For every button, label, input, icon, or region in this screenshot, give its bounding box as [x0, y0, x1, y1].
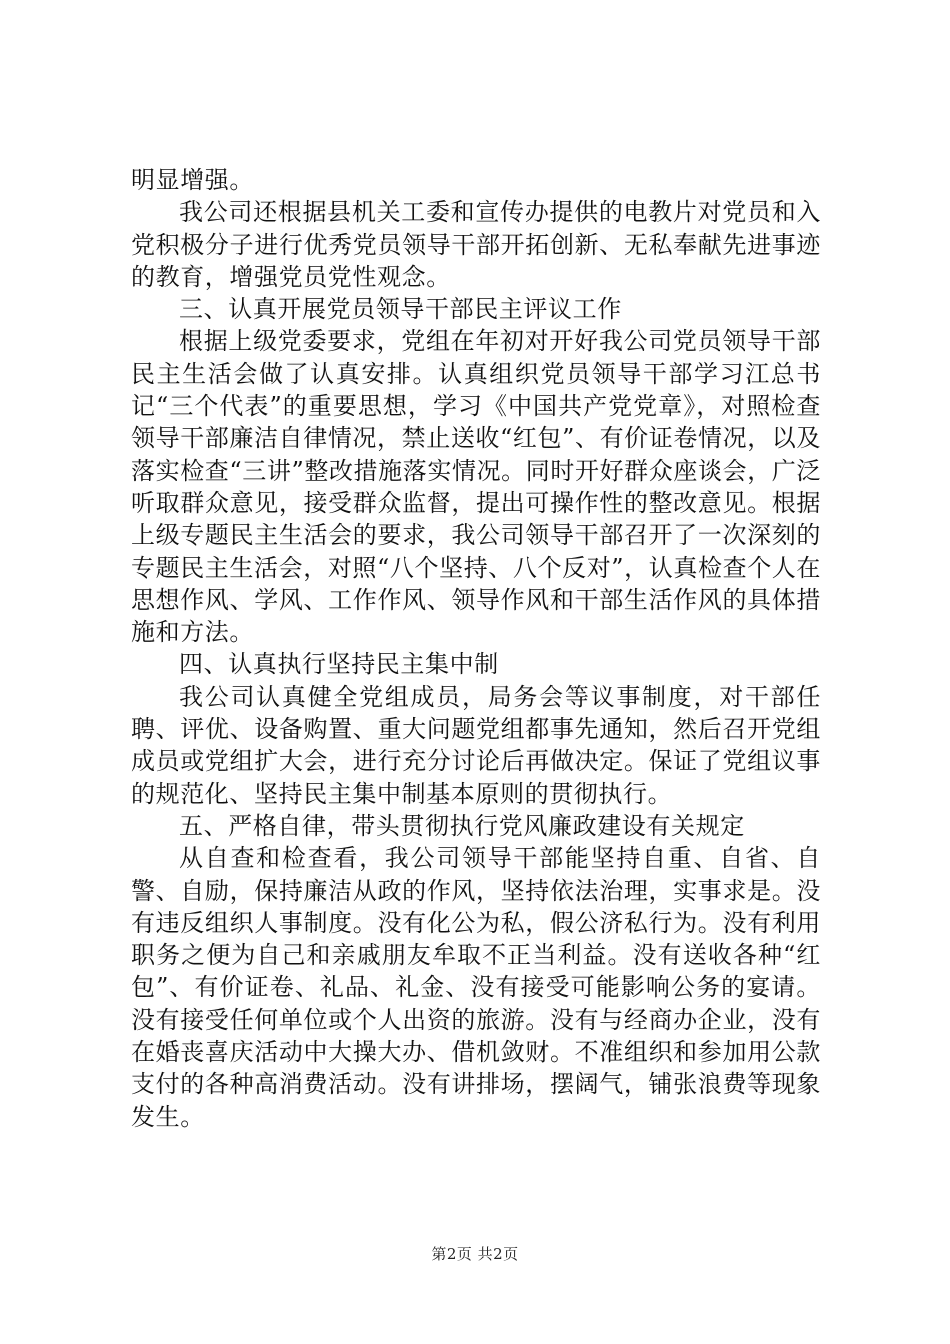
page-number-footer: 第2页 共2页: [431, 1245, 519, 1263]
paragraph-self-discipline: 从自查和检查看，我公司领导干部能坚持自重、自省、自警、自励，保持廉洁从政的作风，坚持依法治理，实事求是。没有违反组织人事制度。没有化公为私，假公济私行为。没有利用职务之便为自己和亲戚朋友牟取不正当利益。没有送收各种“红包”、有价证卷、礼品、礼金、没有接受可能影响公务的宴请。没有接受任何单位或个人出资的旅游。没有与经商办企业，没有在婚丧喜庆活动中大操大办、借机敛财。不准组织和参加用公款支付的各种高消费活动。没有讲排场，摆阔气，铺张浪费等现象发生。: [131, 844, 821, 1131]
section-heading-5: 五、严格自律，带头贯彻执行党风廉政建设有关规定: [179, 811, 745, 840]
paragraph-democratic-centralism: 我公司认真健全党组成员，局务会等议事制度，对干部任聘、评优、设备购置、重大问题党组都事先通知，然后召开党组成员或党组扩大会，进行充分讨论后再做决定。保证了党组议事的规范化、坚持民主集中制基本原则的贯彻执行。: [131, 682, 821, 808]
paragraph-democratic-review: 根据上级党委要求，党组在年初对开好我公司党员领导干部民主生活会做了认真安排。认真组织党员领导干部学习江总书记“三个代表”的重要思想，学习《中国共产党党章》，对照检查领导干部廉洁自律情况，禁止送收“红包”、有价证卷情况，以及落实检查“三讲”整改措施落实情况。同时开好群众座谈会，广泛听取群众意见，接受群众监督，提出可操作性的整改意见。根据上级专题民主生活会的要求，我公司领导干部召开了一次深刻的专题民主生活会，对照“八个坚持、八个反对”，认真检查个人在思想作风、学风、工作作风、领导作风和干部生活作风的具体措施和方法。: [131, 327, 821, 647]
section-heading-4: 四、认真执行坚持民主集中制: [179, 650, 499, 679]
section-heading-3: 三、认真开展党员领导干部民主评议工作: [179, 295, 622, 324]
paragraph-continuation: 明显增强。: [131, 166, 254, 194]
document-body: [131, 164, 821, 1133]
paragraph-education: 我公司还根据县机关工委和宣传办提供的电教片对党员和入党积极分子进行优秀党员领导干部开拓创新、无私奉献先进事迹的教育，增强党员党性观念。: [131, 198, 821, 291]
